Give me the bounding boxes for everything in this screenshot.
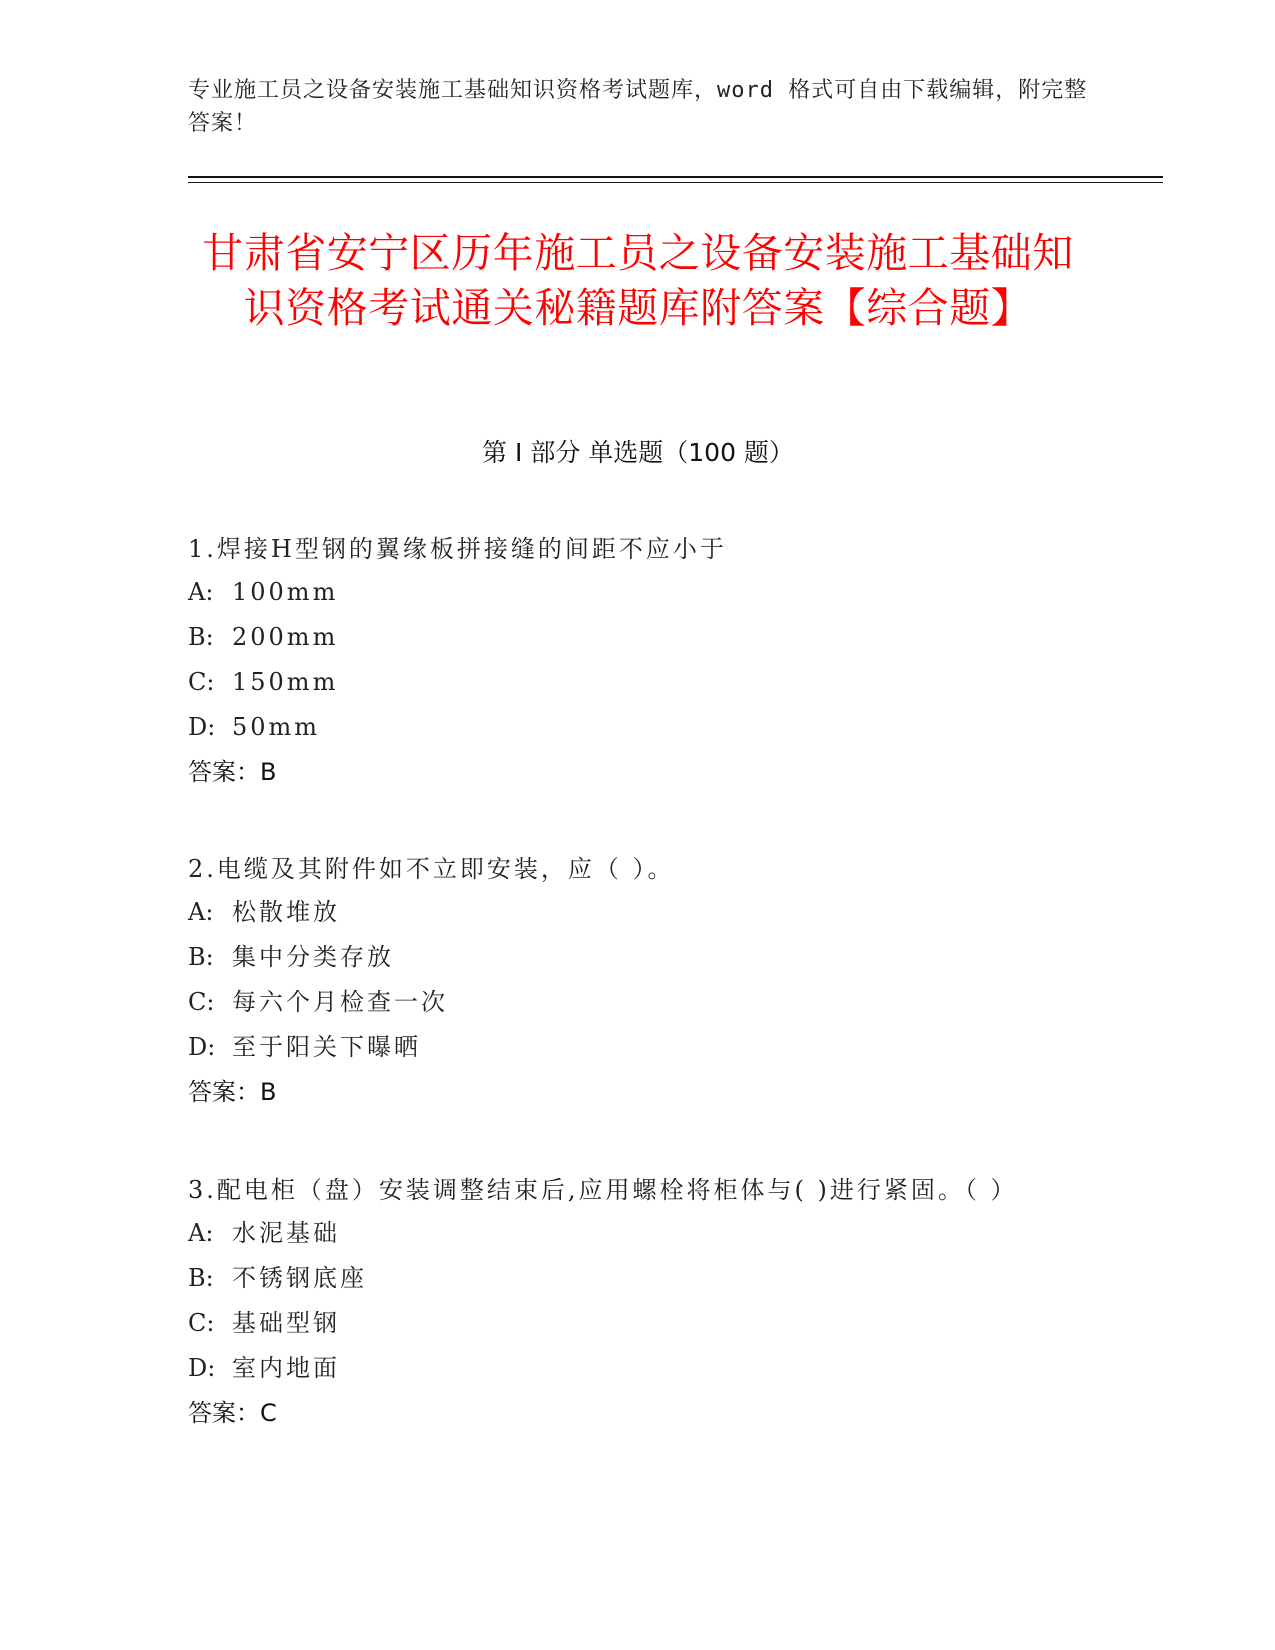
option-text: 不锈钢底座 (232, 1264, 367, 1292)
option-b (188, 1263, 1068, 1293)
option-d (188, 1353, 1068, 1383)
option-text: 50mm (232, 713, 321, 741)
option-text: 200mm (232, 623, 339, 651)
header-divider-thin (188, 182, 1163, 183)
option-key: B: (188, 1264, 214, 1292)
option-text: 每六个月检查一次 (232, 988, 448, 1016)
option-key: D: (188, 713, 216, 741)
option-key: B: (188, 623, 214, 651)
option-key: C: (188, 988, 215, 1016)
header-note: 专业施工员之设备安装施工基础知识资格考试题库，word 格式可自由下载编辑，附完整答案！ (188, 78, 1088, 136)
question-stem: 1.焊接H型钢的翼缘板拼接缝的间距不应小于 (188, 535, 727, 563)
option-text: 100mm (232, 578, 339, 606)
option-key: D: (188, 1354, 216, 1382)
question-stem: 3.配电柜（盘）安装调整结束后,应用螺栓将柜体与( )进行紧固。（ ） (188, 1176, 1018, 1204)
answer-value: C (260, 1399, 277, 1427)
answer-label: 答案： (188, 758, 260, 786)
option-key: B: (188, 943, 214, 971)
option-key: D: (188, 1033, 216, 1061)
question-3 (188, 1170, 1068, 1428)
option-a (188, 1218, 1068, 1248)
option-text: 室内地面 (232, 1354, 340, 1382)
option-c (188, 667, 1068, 697)
option-key: A: (188, 898, 214, 926)
answer-line (188, 757, 1068, 787)
option-b (188, 942, 1068, 972)
option-text: 集中分类存放 (232, 943, 394, 971)
option-d (188, 712, 1068, 742)
option-c (188, 1308, 1068, 1338)
question-2 (188, 849, 1068, 1107)
option-key: C: (188, 668, 215, 696)
answer-line (188, 1398, 1068, 1428)
option-text: 水泥基础 (232, 1219, 340, 1247)
option-text: 150mm (232, 668, 339, 696)
option-key: A: (188, 578, 214, 606)
option-text: 至于阳关下曝晒 (232, 1033, 421, 1061)
option-a (188, 577, 1068, 607)
option-text: 松散堆放 (232, 898, 340, 926)
document-title: 甘肃省安宁区历年施工员之设备安装施工基础知识资格考试通关秘籍题库附答案【综合题】 (202, 229, 1074, 332)
option-key: C: (188, 1309, 215, 1337)
question-stem: 2.电缆及其附件如不立即安装，应（ ）。 (188, 855, 675, 883)
option-c (188, 987, 1068, 1017)
option-key: A: (188, 1219, 214, 1247)
section-heading: 第 I 部分 单选题（100 题） (482, 438, 794, 467)
option-a (188, 897, 1068, 927)
header-divider-thick (188, 176, 1163, 178)
option-b (188, 622, 1068, 652)
option-d (188, 1032, 1068, 1062)
answer-line (188, 1077, 1068, 1107)
question-1 (188, 529, 1068, 787)
option-text: 基础型钢 (232, 1309, 340, 1337)
answer-value: B (260, 1078, 277, 1106)
answer-label: 答案： (188, 1399, 260, 1427)
answer-label: 答案： (188, 1078, 260, 1106)
answer-value: B (260, 758, 277, 786)
